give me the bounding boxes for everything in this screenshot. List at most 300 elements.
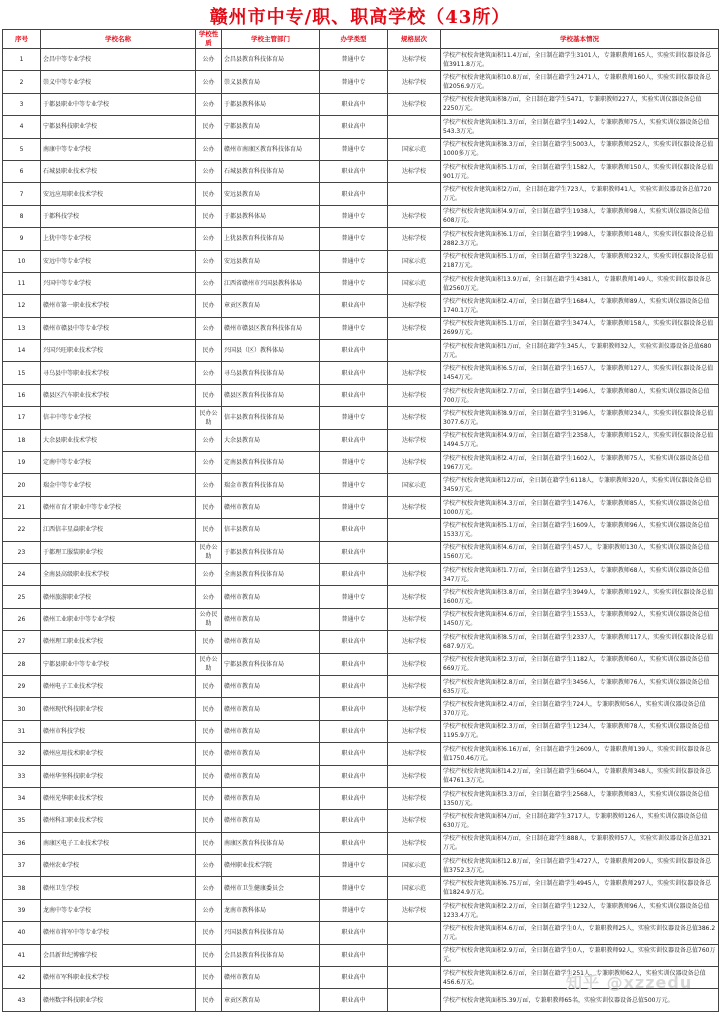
table-row bbox=[3, 608, 719, 630]
row-number: 21 bbox=[3, 496, 41, 518]
school-info: 学校产权校舍建筑面积12.8万㎡，全日制在籍学生4727人，专兼职教师209人，实验实训仪器设备总值3752.3万元。 bbox=[441, 855, 719, 877]
school-info: 学校产权校舍建筑面积6.16万㎡，全日制在籍学生2609人，专兼职教师139人，实验实训仪器设备总值1750.46万元。 bbox=[441, 743, 719, 765]
school-dept: 寻乌县教育科技体育局 bbox=[222, 362, 320, 384]
table-row bbox=[3, 519, 719, 541]
school-nature: 民办 bbox=[196, 944, 222, 966]
table-row bbox=[3, 989, 719, 1011]
school-info: 学校产权校舍建筑面积5.1万㎡，全日制在籍学生1582人，专兼职教师150人，实验实训仪器设备总值901万元。 bbox=[441, 160, 719, 182]
school-info: 学校产权校舍建筑面积8.9万㎡，全日制在籍学生3196人，专兼职教师234人，实验实训仪器设备总值3077.6万元。 bbox=[441, 407, 719, 429]
school-name: 会昌中等专业学校 bbox=[41, 49, 196, 71]
row-number: 8 bbox=[3, 205, 41, 227]
school-dept: 赣州市教育局 bbox=[222, 586, 320, 608]
table-header-row bbox=[3, 30, 719, 49]
school-type: 职业高中 bbox=[320, 93, 388, 115]
school-info: 学校产权校舍建筑面积2.4万㎡，全日制在籍学生724人，专兼职教师56人，实验实训仪器设备总值370万元。 bbox=[441, 698, 719, 720]
table-row bbox=[3, 967, 719, 989]
school-info: 学校产权校舍建筑面积13.9万㎡，全日制在籍学生4381人，专兼职教师149人，实验实训仪器设备总值2560万元。 bbox=[441, 272, 719, 294]
school-nature: 民办 bbox=[196, 675, 222, 697]
school-dept: 安远县教育局 bbox=[222, 183, 320, 205]
school-dept: 赣州市赣县区教育科技体育局 bbox=[222, 317, 320, 339]
header-dept: 学校主管部门 bbox=[222, 30, 320, 49]
table-row bbox=[3, 272, 719, 294]
school-dept: 于都县教科体局 bbox=[222, 93, 320, 115]
school-level: 达标学校 bbox=[388, 49, 441, 71]
school-dept: 全南县教育科技体育局 bbox=[222, 563, 320, 585]
school-name: 赣州市赣县中等专业学校 bbox=[41, 317, 196, 339]
school-level: 达标学校 bbox=[388, 743, 441, 765]
row-number: 29 bbox=[3, 675, 41, 697]
school-name: 龙南中等专业学校 bbox=[41, 899, 196, 921]
school-nature: 民办 bbox=[196, 967, 222, 989]
school-info: 学校产权校舍建筑面积4.6万㎡，全日制在籍学生1553人，专兼职教师92人，实验实训仪器设备总值1450万元。 bbox=[441, 608, 719, 630]
table-row bbox=[3, 160, 719, 182]
school-info: 学校产权校舍建筑面积11.4万㎡，全日制在籍学生3101人，专兼职教师165人，实验实训仪器设备总值3911.8万元。 bbox=[441, 49, 719, 71]
row-number: 39 bbox=[3, 899, 41, 921]
school-level bbox=[388, 541, 441, 563]
table-row bbox=[3, 250, 719, 272]
school-dept: 赣州市教育局 bbox=[222, 698, 320, 720]
school-type: 普通中专 bbox=[320, 228, 388, 250]
school-info: 学校产权校舍建筑面积4万㎡，全日制在籍学生888人，专兼职教师57人，实验实训仪器设备总值321万元。 bbox=[441, 832, 719, 854]
school-nature: 公办 bbox=[196, 49, 222, 71]
school-level: 达标学校 bbox=[388, 563, 441, 585]
school-name: 兴国中等专业学校 bbox=[41, 272, 196, 294]
school-name: 石城县职业技术学校 bbox=[41, 160, 196, 182]
school-nature: 公办 bbox=[196, 93, 222, 115]
school-nature: 民办 bbox=[196, 519, 222, 541]
school-dept: 章贡区教育局 bbox=[222, 989, 320, 1011]
school-nature: 民办 bbox=[196, 496, 222, 518]
school-nature: 民办 bbox=[196, 989, 222, 1011]
school-name: 赣州工业职业中等专业学校 bbox=[41, 608, 196, 630]
school-dept: 兴国县教育科技体育局 bbox=[222, 922, 320, 944]
school-dept: 定南县教育科技体育局 bbox=[222, 452, 320, 474]
school-dept: 石城县教育科技体育局 bbox=[222, 160, 320, 182]
school-level: 达标学校 bbox=[388, 675, 441, 697]
row-number: 17 bbox=[3, 407, 41, 429]
school-level: 国家示范 bbox=[388, 250, 441, 272]
school-name: 上犹中等专业学校 bbox=[41, 228, 196, 250]
school-type: 职业高中 bbox=[320, 922, 388, 944]
school-level bbox=[388, 967, 441, 989]
school-name: 南康中等专业学校 bbox=[41, 138, 196, 160]
table-row bbox=[3, 49, 719, 71]
table-row bbox=[3, 541, 719, 563]
school-level: 达标学校 bbox=[388, 899, 441, 921]
school-type: 普通中专 bbox=[320, 49, 388, 71]
table-row bbox=[3, 228, 719, 250]
school-nature: 民办 bbox=[196, 205, 222, 227]
school-level: 达标学校 bbox=[388, 384, 441, 406]
school-nature: 公办 bbox=[196, 586, 222, 608]
school-type: 职业高中 bbox=[320, 720, 388, 742]
table-row bbox=[3, 429, 719, 451]
school-level: 达标学校 bbox=[388, 317, 441, 339]
school-info: 学校产权校舍建筑面积3.3万㎡，全日制在籍学生2568人，专兼职教师83人，实验实训仪器设备总值1350万元。 bbox=[441, 787, 719, 809]
school-dept: 安远县教育局 bbox=[222, 250, 320, 272]
school-type: 职业高中 bbox=[320, 116, 388, 138]
school-type: 职业高中 bbox=[320, 765, 388, 787]
school-info: 学校产权校舍建筑面积6.5万㎡，全日制在籍学生1657人，专兼职教师127人，实验实训仪器设备总值1454万元。 bbox=[441, 362, 719, 384]
school-nature: 公办 bbox=[196, 362, 222, 384]
school-dept: 宁都县教育局 bbox=[222, 116, 320, 138]
row-number: 15 bbox=[3, 362, 41, 384]
school-type: 职业高中 bbox=[320, 563, 388, 585]
row-number: 11 bbox=[3, 272, 41, 294]
header-info: 学校基本情况 bbox=[441, 30, 719, 49]
school-name: 赣州理工职业技术学校 bbox=[41, 631, 196, 653]
row-number: 34 bbox=[3, 787, 41, 809]
school-type: 职业高中 bbox=[320, 631, 388, 653]
row-number: 19 bbox=[3, 452, 41, 474]
table-row bbox=[3, 205, 719, 227]
school-info: 学校产权校舍建筑面积2.7万㎡，全日制在籍学生1496人，专兼职教师80人，实验实训仪器设备总值700万元。 bbox=[441, 384, 719, 406]
school-nature: 民办 bbox=[196, 810, 222, 832]
school-dept: 赣州职业技术学院 bbox=[222, 855, 320, 877]
row-number: 14 bbox=[3, 340, 41, 362]
header-name: 学校名称 bbox=[41, 30, 196, 49]
school-level bbox=[388, 340, 441, 362]
school-level bbox=[388, 183, 441, 205]
school-nature: 公办 bbox=[196, 250, 222, 272]
school-nature: 公办 bbox=[196, 228, 222, 250]
school-name: 崇义中等专业学校 bbox=[41, 71, 196, 93]
table-row bbox=[3, 183, 719, 205]
school-dept: 宁都县教育科技体育局 bbox=[222, 653, 320, 675]
school-name: 瑞金中等专业学校 bbox=[41, 474, 196, 496]
school-type: 普通中专 bbox=[320, 407, 388, 429]
school-level: 达标学校 bbox=[388, 720, 441, 742]
school-type: 职业高中 bbox=[320, 295, 388, 317]
school-dept: 赣州市教育局 bbox=[222, 631, 320, 653]
row-number: 13 bbox=[3, 317, 41, 339]
table-row bbox=[3, 765, 719, 787]
row-number: 2 bbox=[3, 71, 41, 93]
school-info: 学校产权校舍建筑面积1.3万㎡，全日制在籍学生1492人，专兼职教师75人，实验实训仪器设备总值543.3万元。 bbox=[441, 116, 719, 138]
school-dept: 于都县教育科技体育局 bbox=[222, 541, 320, 563]
school-name: 安远中等专业学校 bbox=[41, 250, 196, 272]
row-number: 37 bbox=[3, 855, 41, 877]
school-level: 达标学校 bbox=[388, 653, 441, 675]
row-number: 42 bbox=[3, 967, 41, 989]
school-nature: 民办 bbox=[196, 631, 222, 653]
school-info: 学校产权校舍建筑面积4.9万㎡，全日制在籍学生1938人，专兼职教师98人，实验实训仪器设备总值608万元。 bbox=[441, 205, 719, 227]
school-type: 职业高中 bbox=[320, 944, 388, 966]
school-level: 国家示范 bbox=[388, 138, 441, 160]
table-row bbox=[3, 899, 719, 921]
school-nature: 公办 bbox=[196, 452, 222, 474]
row-number: 32 bbox=[3, 743, 41, 765]
table-row bbox=[3, 743, 719, 765]
table-row bbox=[3, 720, 719, 742]
table-row bbox=[3, 362, 719, 384]
school-nature: 民办 bbox=[196, 787, 222, 809]
row-number: 35 bbox=[3, 810, 41, 832]
row-number: 3 bbox=[3, 93, 41, 115]
school-name: 赣州市科技学校 bbox=[41, 720, 196, 742]
school-level: 国家示范 bbox=[388, 272, 441, 294]
schools-table bbox=[2, 29, 719, 1012]
school-type: 职业高中 bbox=[320, 787, 388, 809]
school-type: 职业高中 bbox=[320, 541, 388, 563]
table-row bbox=[3, 563, 719, 585]
school-dept: 赣州市教育局 bbox=[222, 720, 320, 742]
row-number: 26 bbox=[3, 608, 41, 630]
table-row bbox=[3, 116, 719, 138]
school-dept: 赣州市教育局 bbox=[222, 608, 320, 630]
school-level: 国家示范 bbox=[388, 877, 441, 899]
school-dept: 赣州市教育局 bbox=[222, 496, 320, 518]
school-nature: 民办 bbox=[196, 832, 222, 854]
school-name: 于都县职业中等专业学校 bbox=[41, 93, 196, 115]
school-nature: 民办 bbox=[196, 720, 222, 742]
school-nature: 民办公助 bbox=[196, 541, 222, 563]
school-nature: 公办 bbox=[196, 877, 222, 899]
school-dept: 信丰县教育科技体育局 bbox=[222, 407, 320, 429]
school-name: 于都理工服装职业学校 bbox=[41, 541, 196, 563]
row-number: 10 bbox=[3, 250, 41, 272]
school-name: 赣州市育才职业中等专业学校 bbox=[41, 496, 196, 518]
row-number: 30 bbox=[3, 698, 41, 720]
watermark: 知乎 @xzzedu bbox=[566, 973, 693, 992]
school-type: 职业高中 bbox=[320, 384, 388, 406]
school-info: 学校产权校舍建筑面积2.4万㎡，全日制在籍学生1684人，专兼职教师89人，实验实训仪器设备总值1740.1万元。 bbox=[441, 295, 719, 317]
header-nature: 学校性质 bbox=[196, 30, 222, 49]
school-info: 学校产权校舍建筑面积2.9万㎡，全日制在籍学生0人，专兼职教师92人，实验实训仪器设备总值760万元。 bbox=[441, 944, 719, 966]
row-number: 23 bbox=[3, 541, 41, 563]
school-nature: 公办 bbox=[196, 474, 222, 496]
row-number: 5 bbox=[3, 138, 41, 160]
school-nature: 公办 bbox=[196, 160, 222, 182]
school-info: 学校产权校舍建筑面积2.6万㎡，全日制在籍学生251人，专兼职教师62人，实验实训仪器设备总值456.6万元。 bbox=[441, 967, 719, 989]
school-level: 达标学校 bbox=[388, 765, 441, 787]
school-name: 赣州卫生学校 bbox=[41, 877, 196, 899]
school-info: 学校产权校舍建筑面积4.6万㎡，全日制在籍学生0人，专兼职教师25人，实验实训仪器设备总值386.2万元。 bbox=[441, 922, 719, 944]
school-type: 职业高中 bbox=[320, 743, 388, 765]
school-name: 宁都县科技职业学校 bbox=[41, 116, 196, 138]
school-nature: 公办 bbox=[196, 429, 222, 451]
row-number: 4 bbox=[3, 116, 41, 138]
row-number: 43 bbox=[3, 989, 41, 1011]
school-nature: 民办 bbox=[196, 295, 222, 317]
school-level bbox=[388, 989, 441, 1011]
school-type: 职业高中 bbox=[320, 183, 388, 205]
school-name: 江西信丰星焱职业学校 bbox=[41, 519, 196, 541]
school-name: 兴国兴旺职业技术学校 bbox=[41, 340, 196, 362]
school-type: 职业高中 bbox=[320, 967, 388, 989]
school-info: 学校产权校舍建筑面积1.7万㎡，全日制在籍学生1253人，专兼职教师68人，实验实训仪器设备总值347万元。 bbox=[441, 563, 719, 585]
school-dept: 会昌县教育科技体育局 bbox=[222, 49, 320, 71]
table-row bbox=[3, 631, 719, 653]
school-nature: 公办 bbox=[196, 899, 222, 921]
school-type: 普通中专 bbox=[320, 496, 388, 518]
school-name: 赣州科汇职业技术学校 bbox=[41, 810, 196, 832]
table-row bbox=[3, 787, 719, 809]
school-dept: 会昌县教育科技体育局 bbox=[222, 944, 320, 966]
school-type: 职业高中 bbox=[320, 340, 388, 362]
school-info: 学校产权校舍建筑面积4.9万㎡，全日制在籍学生2358人，专兼职教师152人，实验实训仪器设备总值1494.5万元。 bbox=[441, 429, 719, 451]
table-row bbox=[3, 138, 719, 160]
row-number: 38 bbox=[3, 877, 41, 899]
school-info: 学校产权校舍建筑面积6.1万㎡，全日制在籍学生1998人，专兼职教师148人，实验实训仪器设备总值2882.3万元。 bbox=[441, 228, 719, 250]
row-number: 33 bbox=[3, 765, 41, 787]
school-type: 普通中专 bbox=[320, 205, 388, 227]
school-dept: 赣州市教育局 bbox=[222, 810, 320, 832]
school-nature: 民办 bbox=[196, 743, 222, 765]
page-title: 赣州市中专/职、职高学校（43所） bbox=[209, 7, 511, 28]
school-dept: 赣州市教育局 bbox=[222, 765, 320, 787]
school-nature: 公办 bbox=[196, 272, 222, 294]
school-type: 普通中专 bbox=[320, 608, 388, 630]
school-level: 国家示范 bbox=[388, 474, 441, 496]
school-info: 学校产权校舍建筑面积5.39万㎡，专兼职教师65名，实验实训仪器设备总值500万元。 bbox=[441, 989, 719, 1011]
school-nature: 民办公助 bbox=[196, 653, 222, 675]
school-name: 会昌新世纪博雅学校 bbox=[41, 944, 196, 966]
school-level: 达标学校 bbox=[388, 228, 441, 250]
school-type: 职业高中 bbox=[320, 675, 388, 697]
school-name: 赣州市第一职业技术学校 bbox=[41, 295, 196, 317]
school-name: 南康区电子工业技术学校 bbox=[41, 832, 196, 854]
school-info: 学校产权校舍建筑面积10.8万㎡，全日制在籍学生2471人，专兼职教师160人，实验实训仪器设备总值2056.9万元。 bbox=[441, 71, 719, 93]
school-nature: 民办 bbox=[196, 922, 222, 944]
school-info: 学校产权校舍建筑面积5.1万㎡，全日制在籍学生1609人，专兼职教师96人，实验实训仪器设备总值1533万元。 bbox=[441, 519, 719, 541]
row-number: 28 bbox=[3, 653, 41, 675]
row-number: 16 bbox=[3, 384, 41, 406]
school-level: 达标学校 bbox=[388, 810, 441, 832]
row-number: 9 bbox=[3, 228, 41, 250]
school-dept: 龙南市教科体局 bbox=[222, 899, 320, 921]
school-nature: 民办公助 bbox=[196, 407, 222, 429]
school-dept: 大余县教育局 bbox=[222, 429, 320, 451]
school-info: 学校产权校舍建筑面积2.2万㎡，全日制在籍学生1232人，专兼职教师96人，实验实训仪器设备总值1233.4万元。 bbox=[441, 899, 719, 921]
school-nature: 民办 bbox=[196, 116, 222, 138]
school-name: 赣州现代科技职业学校 bbox=[41, 698, 196, 720]
table-row bbox=[3, 810, 719, 832]
table-row bbox=[3, 384, 719, 406]
table-row bbox=[3, 855, 719, 877]
school-level: 达标学校 bbox=[388, 160, 441, 182]
school-name: 赣州华坚科技职业学校 bbox=[41, 765, 196, 787]
school-info: 学校产权校舍建筑面积8万㎡，全日制在籍学生5471，专兼职教师227人，实验实训仪器设备总值2250万元。 bbox=[441, 93, 719, 115]
school-dept: 上犹县教育科技体育局 bbox=[222, 228, 320, 250]
school-type: 普通中专 bbox=[320, 272, 388, 294]
row-number: 31 bbox=[3, 720, 41, 742]
school-level bbox=[388, 922, 441, 944]
school-dept: 赣州市南康区教育科技体育局 bbox=[222, 138, 320, 160]
school-type: 职业高中 bbox=[320, 989, 388, 1011]
row-number: 27 bbox=[3, 631, 41, 653]
school-name: 寻乌县中等职业技术学校 bbox=[41, 362, 196, 384]
school-dept: 江西省赣州市兴国县教科体局 bbox=[222, 272, 320, 294]
row-number: 25 bbox=[3, 586, 41, 608]
row-number: 7 bbox=[3, 183, 41, 205]
school-name: 赣州市军科职业技术学校 bbox=[41, 967, 196, 989]
row-number: 22 bbox=[3, 519, 41, 541]
school-name: 赣州应用技术职业学校 bbox=[41, 743, 196, 765]
school-type: 职业高中 bbox=[320, 810, 388, 832]
table-row bbox=[3, 653, 719, 675]
table-row bbox=[3, 944, 719, 966]
school-name: 赣县区汽车职业技术学校 bbox=[41, 384, 196, 406]
school-nature: 民办 bbox=[196, 340, 222, 362]
school-info: 学校产权校舍建筑面积1万㎡，全日制在籍学生345人，专兼职教师32人，实验实训仪器设备总值680万元。 bbox=[441, 340, 719, 362]
school-dept: 赣州市教育局 bbox=[222, 967, 320, 989]
school-type: 普通中专 bbox=[320, 71, 388, 93]
school-nature: 公办 bbox=[196, 138, 222, 160]
school-level: 达标学校 bbox=[388, 496, 441, 518]
school-level bbox=[388, 944, 441, 966]
table-row bbox=[3, 877, 719, 899]
school-level: 达标学校 bbox=[388, 429, 441, 451]
school-info: 学校产权校舍建筑面积12万㎡，全日制在籍学生6118人，专兼职教师320人，实验实训仪器设备总值3459万元。 bbox=[441, 474, 719, 496]
table-row bbox=[3, 93, 719, 115]
table-row bbox=[3, 698, 719, 720]
school-level: 达标学校 bbox=[388, 93, 441, 115]
school-dept: 赣州市卫生健康委员会 bbox=[222, 877, 320, 899]
table-row bbox=[3, 586, 719, 608]
school-type: 普通中专 bbox=[320, 474, 388, 496]
school-info: 学校产权校舍建筑面积8.3万㎡，全日制在籍学生5003人，专兼职教师252人，实验实训仪器设备总值1000多万元。 bbox=[441, 138, 719, 160]
table-row bbox=[3, 340, 719, 362]
row-number: 6 bbox=[3, 160, 41, 182]
school-info: 学校产权校舍建筑面积4.3万㎡，全日制在籍学生1476人，专兼职教师85人，实验实训仪器设备总值1000万元。 bbox=[441, 496, 719, 518]
header-level: 规格层次 bbox=[388, 30, 441, 49]
school-name: 赣州农业学校 bbox=[41, 855, 196, 877]
school-name: 赣州市将军中等专业学校 bbox=[41, 922, 196, 944]
school-nature: 公办 bbox=[196, 317, 222, 339]
school-info: 学校产权校舍建筑面积2.8万㎡，全日制在籍学生3456人，专兼职教师76人，实验实训仪器设备总值635万元。 bbox=[441, 675, 719, 697]
school-info: 学校产权校舍建筑面积2.3万㎡，全日制在籍学生1234人，专兼职教师78人，实验实训仪器设备总值1195.9万元。 bbox=[441, 720, 719, 742]
school-nature: 公办 bbox=[196, 855, 222, 877]
school-type: 职业高中 bbox=[320, 832, 388, 854]
school-nature: 民办 bbox=[196, 183, 222, 205]
school-type: 普通中专 bbox=[320, 877, 388, 899]
row-number: 40 bbox=[3, 922, 41, 944]
school-type: 普通中专 bbox=[320, 138, 388, 160]
school-level: 达标学校 bbox=[388, 631, 441, 653]
school-info: 学校产权校舍建筑面积14.2万㎡，全日制在籍学生6604人，专兼职教师348人，实验实训仪器设备总值4761.3万元。 bbox=[441, 765, 719, 787]
school-dept: 南康区教育科技体育局 bbox=[222, 832, 320, 854]
school-level: 达标学校 bbox=[388, 698, 441, 720]
school-level: 达标学校 bbox=[388, 832, 441, 854]
school-name: 于都科技学校 bbox=[41, 205, 196, 227]
school-dept: 崇义县教育局 bbox=[222, 71, 320, 93]
row-number: 12 bbox=[3, 295, 41, 317]
school-name: 全南县高级职业技术学校 bbox=[41, 563, 196, 585]
school-dept: 瑞金市教育科技体育局 bbox=[222, 474, 320, 496]
school-level: 达标学校 bbox=[388, 787, 441, 809]
school-level: 达标学校 bbox=[388, 586, 441, 608]
school-type: 职业高中 bbox=[320, 362, 388, 384]
row-number: 41 bbox=[3, 944, 41, 966]
school-level: 达标学校 bbox=[388, 362, 441, 384]
table-row bbox=[3, 452, 719, 474]
school-level: 达标学校 bbox=[388, 205, 441, 227]
school-dept: 兴国县（区）教科体局 bbox=[222, 340, 320, 362]
table-row bbox=[3, 832, 719, 854]
table-body bbox=[3, 49, 719, 1012]
table-row bbox=[3, 295, 719, 317]
school-name: 定南中等专业学校 bbox=[41, 452, 196, 474]
school-nature: 公办 bbox=[196, 563, 222, 585]
school-name: 安远应用职业技术学校 bbox=[41, 183, 196, 205]
school-nature: 公办 bbox=[196, 71, 222, 93]
school-type: 普通中专 bbox=[320, 250, 388, 272]
school-info: 学校产权校舍建筑面积5.1万㎡，全日制在籍学生3474人，专兼职教师158人，实验实训仪器设备总值2699万元。 bbox=[441, 317, 719, 339]
row-number: 18 bbox=[3, 429, 41, 451]
school-info: 学校产权校舍建筑面积2.3万㎡，全日制在籍学生1182人，专兼职教师60人，实验实训仪器设备总值669万元。 bbox=[441, 653, 719, 675]
table-row bbox=[3, 922, 719, 944]
